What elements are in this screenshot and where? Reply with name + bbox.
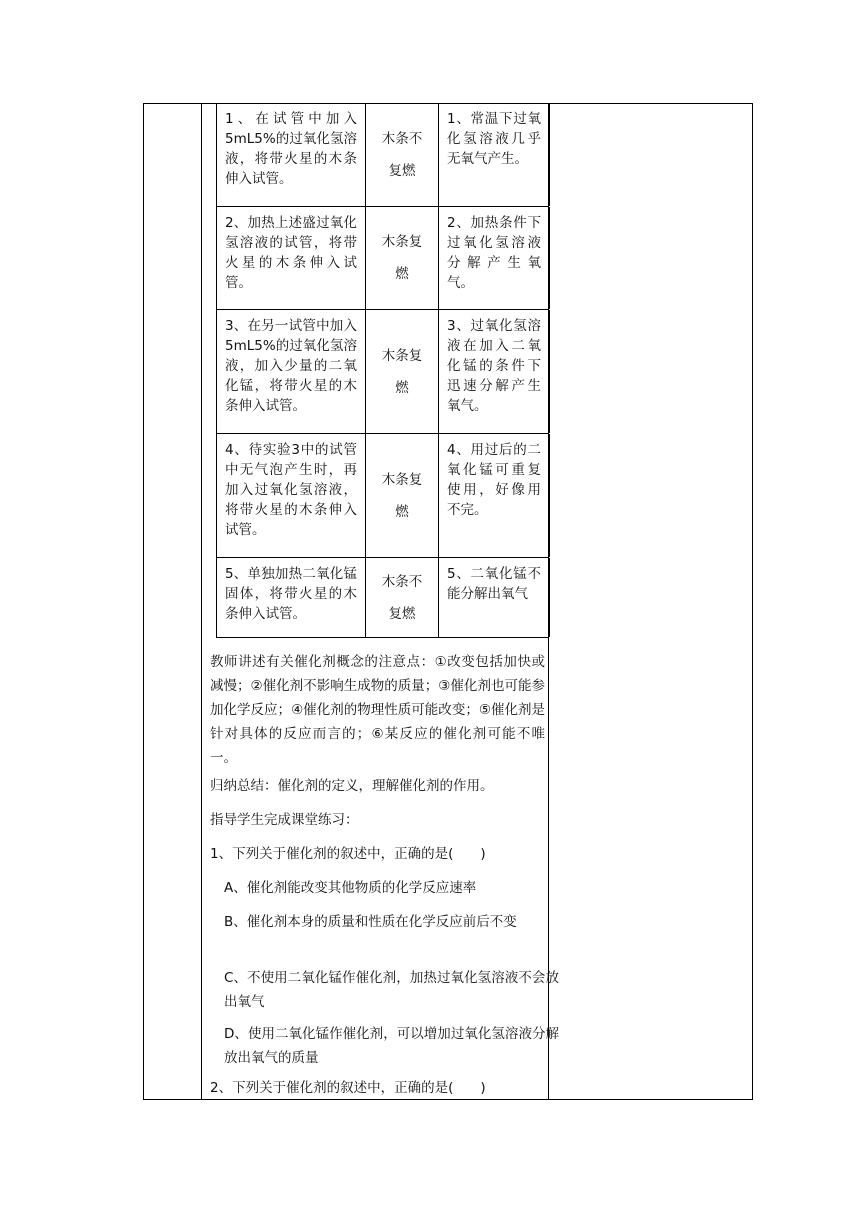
experiment-phenomenon: 木条复燃 (366, 434, 439, 557)
experiment-conclusion: 4、用过后的二氧化锰可重复使用，好像用不完。 (439, 434, 550, 557)
experiment-step: 1、在试管中加入5mL5%的过氧化氢溶液，将带火星的木条伸入试管。 (217, 103, 366, 206)
teacher-notes: 教师讲述有关催化剂概念的注意点：①改变包括加快或减慢；②催化剂不影响生成物的质量；③催化剂也可能参加化学反应；④催化剂的物理性质可能改变；⑤催化剂是针对具体的反应而言的；⑥某反应的催化剂可能不唯一。 (210, 654, 545, 766)
summary-paragraph: 归纳总结：催化剂的定义，理解催化剂的作用。 (210, 778, 494, 794)
table-row (216, 558, 549, 638)
experiment-step: 4、待实验3中的试管中无气泡产生时，再加入过氧化氢溶液，将带火星的木条伸入试管。 (217, 434, 366, 557)
experiment-phenomenon: 木条复燃 (366, 310, 439, 433)
experiment-step: 3、在另一试管中加入5mL5%的过氧化氢溶液，加入少量的二氧化锰，将带火星的木条伸入试管。 (217, 310, 366, 433)
experiment-conclusion: 1、常温下过氧化氢溶液几乎无氧气产生。 (439, 103, 550, 206)
experiment-conclusion: 5、二氧化锰不能分解出氧气 (439, 558, 550, 637)
column-divider (201, 103, 202, 1100)
question-1-option-d: D、使用二氧化锰作催化剂，可以增加过氧化氢溶液分解放出氧气的质量 (224, 1026, 559, 1066)
question-1-option-c: C、不使用二氧化锰作催化剂，加热过氧化氢溶液不会放出氧气 (224, 970, 559, 1010)
experiment-conclusion: 3、过氧化氢溶液在加入二氧化锰的条件下迅速分解产生氧气。 (439, 310, 550, 433)
table-row (216, 103, 549, 207)
experiment-step: 5、单独加热二氧化锰固体，将带火星的木条伸入试管。 (217, 558, 366, 637)
experiment-phenomenon: 木条不复燃 (366, 103, 439, 206)
table-row (216, 310, 549, 434)
question-1-option-b: B、催化剂本身的质量和性质在化学反应前后不变 (224, 914, 517, 930)
question-1: 1、下列关于催化剂的叙述中，正确的是( ) (210, 846, 486, 862)
table-row (216, 207, 549, 310)
question-1-option-a: A、催化剂能改变其他物质的化学反应速率 (224, 880, 477, 896)
table-row (216, 434, 549, 558)
question-2: 2、下列关于催化剂的叙述中，正确的是( ) (210, 1080, 486, 1096)
experiment-conclusion: 2、加热条件下过氧化氢溶液分解产生氧气。 (439, 207, 550, 309)
guide-paragraph: 指导学生完成课堂练习： (210, 812, 359, 828)
experiment-phenomenon: 木条不复燃 (366, 558, 439, 637)
experiment-step: 2、加热上述盛过氧化氢溶液的试管，将带火星的木条伸入试管。 (217, 207, 366, 309)
experiment-phenomenon: 木条复燃 (366, 207, 439, 309)
